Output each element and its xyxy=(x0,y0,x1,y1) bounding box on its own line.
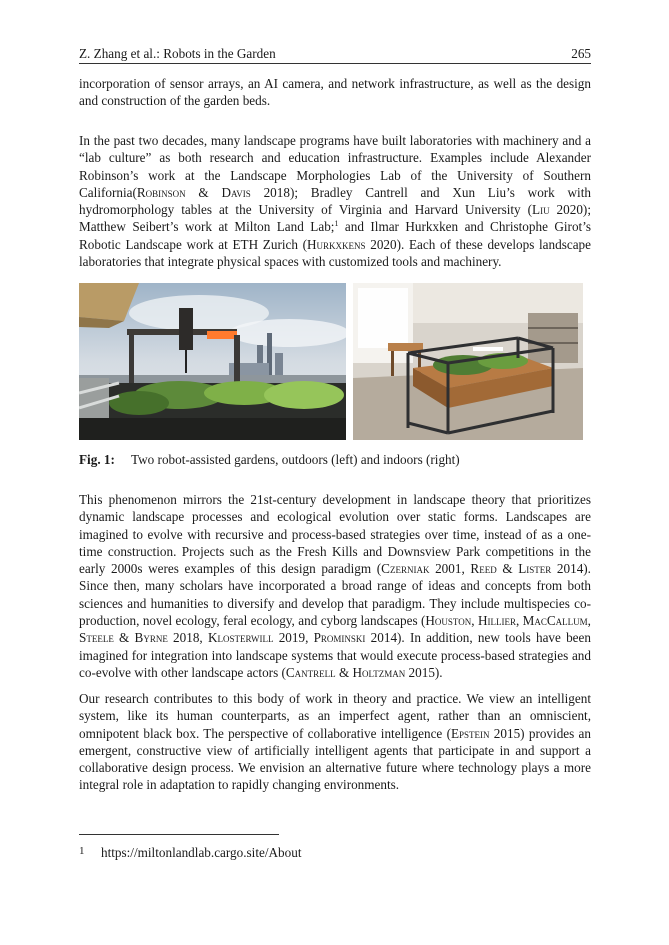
citation: Reed & Lister xyxy=(470,561,552,577)
footnote-number: 1 xyxy=(79,845,85,857)
running-header xyxy=(79,46,591,62)
citation: Prominski xyxy=(313,630,366,646)
figure-image-indoor-garden xyxy=(353,283,583,440)
citation: Hurkxkens xyxy=(307,236,366,252)
citation: Klosterwill xyxy=(207,630,274,646)
footnote-url[interactable]: https://miltonlandlab.cargo.site/About xyxy=(101,845,302,860)
footnote xyxy=(79,843,591,861)
citation: Czerniak xyxy=(381,561,430,577)
header-rule xyxy=(79,63,591,64)
footnote-reference[interactable]: 1 xyxy=(334,219,339,229)
figure-caption-text: Two robot-assisted gardens, outdoors (left) and indoors (right) xyxy=(131,452,460,467)
paragraph-2: In the past two decades, many landscape programs have built laboratories with machinery and a “lab culture” as both research and education infrastructure. Examples include Alexander Robinson’s work at the Landscape Morphologies Lab of the University of Southern California(Robinson & Davis 2018); Bradley Cantrell and Xun Liu’s work with hydromorphology tables at the University of Virginia and Harvard University (Liu 2020); Matthew Seibert’s work at Milton Land Lab;$^1$ and Ilmar Hurkxken and Christophe Girot’s Robotic Landscape work at ETH Zurich (Hurkxkens 2020). Each of these develops landscape laboratories that integrate physical spaces with customized tools and machinery. xyxy=(79,133,591,270)
paragraph-4: Our research contributes to this body of work in theory and practice. We view an intelligent system, like its human counterparts, as an imperfect agent, rather than an omniscient, omnipotent black box. The perspective of collaborative intelligence (Epstein 2015) provides an emergent, constructive view of artificially intelligent agents that participate in and support a collaborative design process. We envision an alternative future where technology plays a more integral role in adaptation to rapidly changing environments. xyxy=(79,691,591,793)
figure-label: Fig. 1: xyxy=(79,452,115,467)
running-title: Z. Zhang et al.: Robots in the Garden xyxy=(79,46,276,61)
citation: Liu xyxy=(532,202,550,218)
citation: Epstein xyxy=(450,725,490,741)
figure-image-outdoor-garden xyxy=(79,283,346,440)
citation: Robinson & Davis xyxy=(136,184,251,200)
citation: Houston, Hillier, MacCallum, Steele & Byrne xyxy=(79,613,591,646)
paragraph-1: incorporation of sensor arrays, an AI camera, and network infrastructure, as well as the design and construction of the garden beds. xyxy=(79,76,591,109)
paragraph-3: This phenomenon mirrors the 21st-century development in landscape theory that prioritizes dynamic landscape processes and ecological evolution over static forms. Landscapes are imagined to evolve with recursive and process-based strategies over time, instead of as a one-time construction. Projects such as the Fresh Kills and Downsview Park competitions in the early 2000s weres examples of this design paradigm (Czerniak 2001, Reed & Lister 2014). Since then, many scholars have incorporated a broad range of ideas and concepts from both sciences and humanities to diversify and develop that paradigm. They include multispecies co-production, novel ecology, feral ecology, and cyborg landscapes (Houston, Hillier, MacCallum, Steele & Byrne 2018, Klosterwill 2019, Prominski 2014). In addition, new tools have been imagined for integration into landscape systems that would execute process-based strategies and co-evolve with other landscape actors (Cantrell & Holtzman 2015). xyxy=(79,492,591,680)
citation: Cantrell & Holtzman xyxy=(285,664,406,680)
footnote-rule xyxy=(79,834,279,835)
page-number: 265 xyxy=(571,46,591,61)
figure-caption xyxy=(79,452,591,468)
